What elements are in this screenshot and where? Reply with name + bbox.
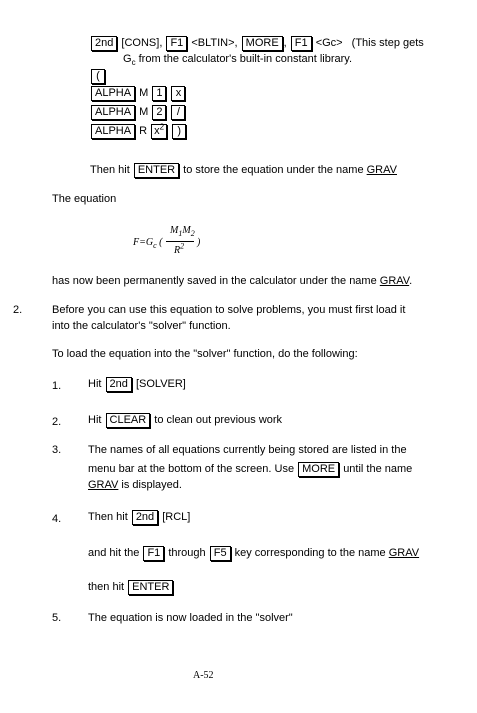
store-line <box>90 163 397 178</box>
key-1: 1 <box>152 86 166 101</box>
equation-lhs: $F=G_c$ ( <box>133 237 163 250</box>
key-f1: F1 <box>166 36 187 51</box>
key-more: MORE <box>298 462 339 477</box>
letter-m: M <box>139 106 149 118</box>
bltin-label: <BLTIN>, <box>191 37 238 49</box>
step-3-line3: GRAV is displayed. <box>88 479 182 491</box>
equation-close-paren: ) <box>197 237 201 248</box>
key-x-squared: $x^2$ <box>151 124 167 139</box>
equation-denominator: $R^2$ <box>174 241 185 256</box>
keypad-row-1 <box>90 86 186 101</box>
key-2nd: 2nd <box>106 377 132 392</box>
page-number: A-52 <box>193 670 214 681</box>
step-2-line: Hit CLEAR to clean out previous work <box>88 414 283 426</box>
key-enter: ENTER <box>128 580 173 595</box>
key-alpha: ALPHA <box>91 124 135 139</box>
step-number: 2. <box>52 416 62 428</box>
key-f1-second: F1 <box>291 36 312 51</box>
gc-symbol: $G_c$ <box>123 53 136 68</box>
gc-label: <Gc> <box>315 37 343 49</box>
step-number: 5. <box>52 612 62 624</box>
key-divide: / <box>171 105 185 120</box>
cons-label: [CONS], <box>121 37 163 49</box>
step-number: 4. <box>52 513 62 525</box>
step-3-line1: The names of all equations currently being stored are listed in the <box>88 444 407 456</box>
step-1-line: Hit 2nd [SOLVER] <box>88 378 186 390</box>
equation-name: GRAV <box>388 547 420 559</box>
step-4-line2: and hit the F1 through F5 key corresponding to the name GRAV <box>88 547 420 559</box>
step-4-line1: Then hit 2nd [RCL] <box>88 511 191 523</box>
key-more: MORE <box>242 36 283 51</box>
section-number: 2. <box>13 304 23 316</box>
key-2: 2 <box>152 105 166 120</box>
comma: , <box>283 37 287 49</box>
key-alpha: ALPHA <box>91 105 135 120</box>
keypad-row-3 <box>90 124 187 139</box>
store-pre: Then hit <box>90 164 130 176</box>
letter-m: M <box>139 87 149 99</box>
step-4-line3: then hit ENTER <box>88 580 174 595</box>
step-note: (This step gets <box>351 37 424 49</box>
key-f1: F1 <box>143 546 164 561</box>
step-3-line2: menu bar at the bottom of the screen. Use MORE until the name <box>88 463 413 475</box>
key-multiply: x <box>171 86 185 101</box>
step-number: 3. <box>52 444 62 456</box>
section-text-line1: Before you can use this equation to solve problems, you must first load it <box>52 304 406 316</box>
cons-step-description: from the calculator's built-in constant library. <box>135 53 353 65</box>
key-open-paren: ( <box>91 69 105 84</box>
keypad-row-2 <box>90 105 186 120</box>
key-clear: CLEAR <box>106 413 151 428</box>
key-enter: ENTER <box>134 163 179 178</box>
keypad-paren-row <box>90 69 106 84</box>
key-2nd: 2nd <box>132 510 158 525</box>
key-close-paren: ) <box>172 124 186 139</box>
key-f5: F5 <box>210 546 231 561</box>
cons-step-line2 <box>123 52 352 66</box>
letter-r: R <box>139 125 148 137</box>
section-text-line3: To load the equation into the "solver" function, do the following: <box>52 348 358 360</box>
equation-name: GRAV <box>366 164 397 176</box>
store-post: to store the equation under the name <box>183 164 364 176</box>
key-2nd: 2nd <box>91 36 117 51</box>
saved-line: has now been permanently saved in the calculator under the name GRAV. <box>52 275 413 287</box>
equation-name: GRAV <box>379 275 410 287</box>
equation-name: GRAV <box>88 479 119 491</box>
cons-step-line <box>90 36 424 51</box>
equation-numerator: $M_1M_2$ <box>170 225 195 238</box>
step-number: 1. <box>52 380 62 392</box>
equation-intro: The equation <box>52 193 117 205</box>
step-5-line: The equation is now loaded in the "solver" <box>88 612 293 624</box>
section-text-line2: into the calculator's "solver" function. <box>52 320 231 332</box>
key-alpha: ALPHA <box>91 86 135 101</box>
